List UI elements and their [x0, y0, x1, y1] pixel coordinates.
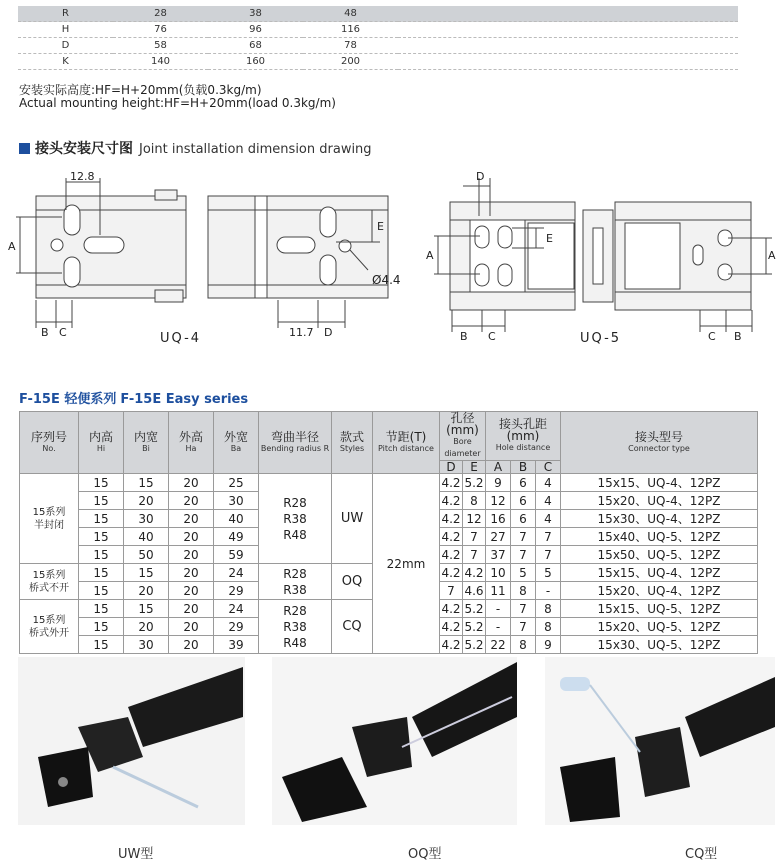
dimension-cell: 15 — [124, 564, 169, 582]
dim-row-value: 38 — [208, 6, 303, 22]
dimension-cell: 20 — [169, 510, 214, 528]
connector-cell: 15x15、UQ-4、12PZ — [561, 564, 758, 582]
header-hole: 接头孔距(mm) Hole distance — [486, 412, 561, 461]
dim-row-label: D — [18, 38, 113, 54]
joint-drawings — [0, 160, 782, 350]
uq4-label: UQ-4 — [160, 331, 202, 346]
header-hi: 内高 Hi — [79, 412, 124, 474]
dimension-cell: 15 — [79, 492, 124, 510]
photo-caption-oq: OQ型 — [408, 847, 442, 862]
header-ha: 外高 Ha — [169, 412, 214, 474]
dim-row-filler — [398, 22, 738, 38]
bore-hole-cell: 5 — [511, 564, 536, 582]
bore-hole-cell: 7 — [536, 546, 561, 564]
uq4-dim-hole: Ø4.4 — [372, 273, 401, 287]
header-bore: 孔径(mm) Bore diameter — [440, 412, 486, 461]
dimension-cell: 40 — [214, 510, 259, 528]
dimension-cell: 29 — [214, 618, 259, 636]
uw-chain-illustration — [18, 657, 245, 825]
bore-hole-cell: 6 — [511, 492, 536, 510]
dim-row-value: 200 — [303, 54, 398, 70]
uq5-dim-c2: C — [708, 330, 716, 343]
photo-uw — [18, 657, 245, 825]
bore-hole-cell: 8 — [463, 492, 486, 510]
bore-hole-cell: 11 — [486, 582, 511, 600]
dimension-cell: 20 — [124, 492, 169, 510]
bore-hole-cell: 7 — [511, 546, 536, 564]
series-title: F-15E 轻便系列 F-15E Easy series — [19, 392, 249, 407]
header-d: D — [440, 461, 463, 474]
style-cell: CQ — [332, 600, 373, 654]
bore-hole-cell: 12 — [463, 510, 486, 528]
uq5-dim-e: E — [546, 232, 553, 245]
header-pitch: 节距(T) Pitch distance — [373, 412, 440, 474]
photo-oq — [272, 657, 517, 825]
bore-hole-cell: 5.2 — [464, 475, 484, 490]
bore-hole-cell: 4.2 — [441, 529, 461, 544]
connector-cell: 15x50、UQ-5、12PZ — [561, 546, 758, 564]
connector-cell: 15x40、UQ-5、12PZ — [561, 528, 758, 546]
oq-chain-illustration — [272, 657, 517, 825]
dimension-cell: 29 — [214, 582, 259, 600]
dim-row-value: 140 — [113, 54, 208, 70]
dimension-cell: 20 — [169, 474, 214, 492]
dimension-cell: 20 — [169, 492, 214, 510]
dim-table-row — [18, 54, 738, 70]
dim-row-value: 78 — [303, 38, 398, 54]
uq5-dim-b: B — [460, 330, 468, 343]
bore-hole-cell: 37 — [486, 546, 511, 564]
dimension-cell: 30 — [124, 636, 169, 654]
bore-hole-cell: 5.2 — [464, 619, 484, 634]
dimension-cell: 20 — [124, 618, 169, 636]
dimension-cell: 20 — [169, 546, 214, 564]
uq5-dim-c: C — [488, 330, 496, 343]
mounting-note-cn: 安装实际高度:HF=H+20mm(负载0.3kg/m) — [19, 83, 262, 97]
dimension-cell: 15 — [124, 474, 169, 492]
bore-hole-cell: 7 — [536, 528, 561, 546]
uq4-dim-top: 12.8 — [70, 170, 95, 183]
header-c: C — [536, 461, 561, 474]
uq5-drawing — [434, 178, 772, 332]
header-ba: 外宽 Ba — [214, 412, 259, 474]
bore-hole-cell: 4.2 — [441, 547, 461, 562]
cq-chain-illustration — [545, 657, 775, 825]
connector-cell: 15x20、UQ-5、12PZ — [561, 618, 758, 636]
uq5-dim-a2: A — [768, 249, 776, 262]
dimension-cell: 50 — [124, 546, 169, 564]
header-connector: 接头型号 Connector type — [561, 412, 758, 474]
connector-cell: 15x30、UQ-4、12PZ — [561, 510, 758, 528]
dimension-cell: 15 — [79, 600, 124, 618]
connector-cell: 15x30、UQ-5、12PZ — [561, 636, 758, 654]
header-styles: 款式 Styles — [332, 412, 373, 474]
photo-caption-cq: CQ型 — [685, 847, 718, 862]
radius-cell: R28 R38 R48 — [259, 600, 332, 654]
bore-hole-cell: - — [486, 600, 511, 618]
dimension-cell: 24 — [214, 600, 259, 618]
bore-hole-cell: 9 — [486, 474, 511, 492]
dimension-cell: 15 — [79, 474, 124, 492]
dimension-cell: 30 — [124, 510, 169, 528]
dimension-cell: 20 — [169, 636, 214, 654]
bore-hole-cell: 4.2 — [441, 493, 461, 508]
bore-hole-cell: 8 — [536, 600, 561, 618]
dimension-cell: 20 — [169, 582, 214, 600]
bore-hole-cell: 4.2 — [441, 637, 461, 652]
dim-row-filler — [398, 54, 738, 70]
uq4-dim-bottom: 11.7 — [289, 326, 314, 339]
uq4-dim-a: A — [8, 240, 16, 253]
style-cell: OQ — [332, 564, 373, 600]
uq4-dim-c: C — [59, 326, 67, 339]
dimension-cell: 15 — [79, 546, 124, 564]
dimension-cell: 20 — [169, 564, 214, 582]
dim-row-value: 58 — [113, 38, 208, 54]
bore-hole-cell: 9 — [536, 636, 561, 654]
bore-hole-cell: 4 — [536, 510, 561, 528]
dimension-cell: 39 — [214, 636, 259, 654]
joint-section-title: 接头安装尺寸图 Joint installation dimension drawing — [19, 138, 372, 158]
dimension-cell: 15 — [79, 618, 124, 636]
bore-hole-cell: 6 — [511, 474, 536, 492]
bore-hole-cell: 22 — [486, 636, 511, 654]
bore-hole-cell: 4 — [536, 492, 561, 510]
uq4-dim-d: D — [324, 326, 333, 339]
dim-row-value: 116 — [303, 22, 398, 38]
radius-cell: R28 R38 R48 — [259, 474, 332, 564]
bore-hole-cell: 7 — [463, 546, 486, 564]
bore-hole-cell: 16 — [486, 510, 511, 528]
bore-hole-cell: 12 — [486, 492, 511, 510]
bore-hole-cell: 7 — [440, 582, 463, 600]
dimension-cell: 20 — [169, 600, 214, 618]
connector-cell: 15x20、UQ-4、12PZ — [561, 492, 758, 510]
uq4-drawing — [16, 178, 388, 328]
dim-row-label: R — [18, 6, 113, 22]
bore-hole-cell: 8 — [511, 582, 536, 600]
dim-row-value: 160 — [208, 54, 303, 70]
dim-row-value: 28 — [113, 6, 208, 22]
header-bi: 内宽 Bi — [124, 412, 169, 474]
header-a: A — [486, 461, 511, 474]
uq5-dim-a: A — [426, 249, 434, 262]
mounting-note-en: Actual mounting height:HF=H+20mm(load 0.3kg/m) — [19, 96, 336, 110]
header-radius: 弯曲半径 Bending radius R — [259, 412, 332, 474]
dimension-cell: 20 — [124, 582, 169, 600]
bore-hole-cell: 6 — [511, 510, 536, 528]
radius-cell: R28 R38 — [259, 564, 332, 600]
bore-hole-cell: 4 — [536, 474, 561, 492]
dimension-cell: 24 — [214, 564, 259, 582]
bore-hole-cell: 7 — [511, 528, 536, 546]
bore-hole-cell: 4.6 — [464, 583, 484, 598]
dimension-cell: 49 — [214, 528, 259, 546]
bore-hole-cell: - — [536, 582, 561, 600]
bore-hole-cell: 5.2 — [464, 637, 484, 652]
uq5-label: UQ-5 — [580, 331, 622, 346]
dim-row-filler — [398, 6, 738, 22]
dimension-cell: 25 — [214, 474, 259, 492]
connector-cell: 15x20、UQ-4、12PZ — [561, 582, 758, 600]
bore-hole-cell: 8 — [511, 636, 536, 654]
dim-row-label: H — [18, 22, 113, 38]
series-name-cell: 15系列 半封闭 — [20, 474, 79, 564]
dimension-cell: 15 — [79, 636, 124, 654]
bore-hole-cell: 8 — [536, 618, 561, 636]
photo-caption-uw: UW型 — [118, 847, 154, 862]
header-b: B — [511, 461, 536, 474]
table-row — [20, 474, 758, 492]
bore-hole-cell: 4.2 — [441, 475, 461, 490]
photo-cq — [545, 657, 775, 825]
dimension-cell: 30 — [214, 492, 259, 510]
dimension-cell: 15 — [79, 564, 124, 582]
bore-hole-cell: 10 — [486, 564, 511, 582]
bore-hole-cell: 4.2 — [441, 565, 461, 580]
dimension-cell: 20 — [169, 618, 214, 636]
dimension-cell: 20 — [169, 528, 214, 546]
bore-hole-cell: - — [486, 618, 511, 636]
series-name-cell: 15系列 桥式不开 — [20, 564, 79, 600]
uq5-dim-d: D — [476, 170, 485, 183]
connector-cell: 15x15、UQ-4、12PZ — [561, 474, 758, 492]
bore-hole-cell: 4.2 — [441, 601, 461, 616]
dimension-cell: 15 — [79, 510, 124, 528]
bore-hole-cell: 4.2 — [441, 511, 461, 526]
dimension-cell: 15 — [124, 600, 169, 618]
pitch-cell: 22mm — [373, 474, 440, 654]
header-e: E — [463, 461, 486, 474]
bore-hole-cell: 27 — [486, 528, 511, 546]
dim-table-row — [18, 22, 738, 38]
spec-table — [19, 411, 758, 654]
dim-row-value: 68 — [208, 38, 303, 54]
uq5-dim-b2: B — [734, 330, 742, 343]
dimension-cell: 59 — [214, 546, 259, 564]
dim-row-value: 76 — [113, 22, 208, 38]
bore-hole-cell: 5 — [536, 564, 561, 582]
dim-row-label: K — [18, 54, 113, 70]
dimension-cell: 40 — [124, 528, 169, 546]
dim-table-row — [18, 6, 738, 22]
dim-row-value: 48 — [303, 6, 398, 22]
dim-table-row — [18, 38, 738, 54]
bore-hole-cell: 7 — [463, 528, 486, 546]
header-no: 序列号 No. — [20, 412, 79, 474]
uq4-dim-e: E — [377, 220, 384, 233]
dimension-table — [18, 6, 738, 70]
bore-hole-cell: 7 — [511, 600, 536, 618]
dim-row-filler — [398, 38, 738, 54]
bore-hole-cell: 5.2 — [464, 601, 484, 616]
series-name-cell: 15系列 桥式外开 — [20, 600, 79, 654]
dimension-cell: 15 — [79, 528, 124, 546]
dim-row-value: 96 — [208, 22, 303, 38]
bore-hole-cell: 4.2 — [441, 619, 461, 634]
dimension-cell: 15 — [79, 582, 124, 600]
connector-cell: 15x15、UQ-5、12PZ — [561, 600, 758, 618]
bore-hole-cell: 4.2 — [464, 565, 484, 580]
bullet-square-icon — [19, 143, 30, 154]
uq4-dim-b: B — [41, 326, 49, 339]
bore-hole-cell: 7 — [511, 618, 536, 636]
style-cell: UW — [332, 474, 373, 564]
